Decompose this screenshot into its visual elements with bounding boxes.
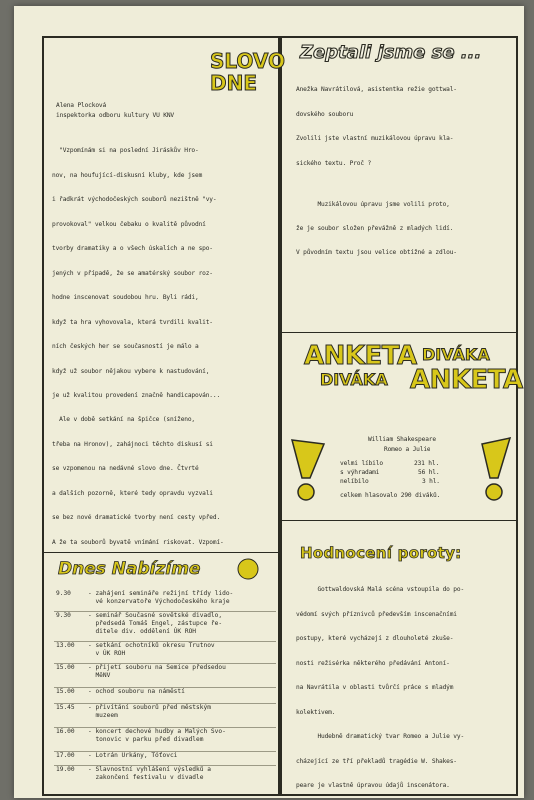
interview-line: dovského souboru [296,110,354,118]
right-section-rule [280,332,518,333]
article-line: i řadkrát východočeských souborů nezištně "vy- [52,196,217,204]
vote-value: 231 hl. [414,460,440,467]
article-line: Ale v době setkání na špičce (sníženo, [52,416,196,424]
schedule-separator [54,663,276,664]
schedule-heading: Dnes Nabízíme [58,559,201,579]
schedule-time: 15.45 [56,704,75,711]
schedule-separator [54,611,276,612]
interview-text [296,70,514,274]
schedule-time: 9.30 [56,590,71,597]
author-title: inspektorka odboru kultury VÚ KNV [56,112,174,119]
play-author: William Shakespeare [368,436,436,443]
interview-line: sického textu. Proč ? [296,159,372,167]
review-line: postupy, které vycházejí z dlouholeté zkuše- [296,635,454,643]
article-line: se vzpomenou na nedávné slovo dne. Čtvrté [52,465,199,473]
interview-line: V původním textu jsou velice obtížné a zdlou- [296,249,457,257]
vote-value: 56 hl. [418,469,440,476]
schedule-time: 9.30 [56,612,71,619]
exclamation-right-icon [472,434,516,504]
review-heading: Hodnocení poroty: [300,544,462,562]
schedule-event: - zahájení semináře režijní třídy lido- vé konzervatoře Východočeského kraje [88,590,234,605]
schedule-item [56,752,276,766]
article-text [52,131,276,547]
vote-label: nelíbilo [340,478,369,485]
review-line: cházející ze tří překladů tragédie W. Shakes- [296,757,457,765]
schedule-item [56,642,276,664]
schedule-event: - přivítání souborů před městským muzeem [88,704,211,719]
vote-total: celkem hlasovalo 290 diváků. [340,492,441,499]
schedule-event: - přijetí souboru na Semice předsedou MěNV [88,664,226,679]
schedule-time: 16.00 [56,728,75,735]
schedule-item [56,704,276,728]
review-line: nosti režisérka některého předávání Antoní- [296,659,450,667]
review-text [296,570,514,792]
schedule-item [56,664,276,688]
schedule-event: - ochod souboru na náměstí [88,688,185,695]
review-line: védomí svých příznivců především inscenačními [296,610,457,618]
schedule-item [56,766,276,786]
vote-value: 3 hl. [422,478,440,485]
schedule-time: 15.00 [56,664,75,671]
schedule-separator [54,765,276,766]
article-line: "Vzpomínám si na poslední Jiráskův Hro- [52,147,199,155]
slovo-dne-heading: SLOVO DNE [210,49,286,95]
schedule-separator [54,641,276,642]
article-line: nov, na houfující-diskusní kluby, kde jsem [52,171,203,179]
interview-line: Anežka Navrátilová, asistentka režie gottwal- [296,86,457,94]
article-line: jených v případě, že se amatérský soubor roz- [52,269,213,277]
article-line: tvorby dramatiky a o všech úskalích a ne spo- [52,245,213,253]
author-name: Alena Plocková [56,102,107,109]
article-line: a dalších pozorně, které tedy opravdu vyzvali [52,489,213,497]
schedule-event: - seminář Současné sovětské divadlo, předsedá Tomáš Engel, zástupce ře- ditele div. oddělení ÚK ROH [88,612,223,635]
article-line: A že ta souborů byvatě vnímání riskovat. Vzpomí- [52,538,224,546]
review-line: kolektivem. [296,708,336,716]
schedule-event: - koncert dechové hudby a Malých Svo- tonovic v parku před divadlem [88,728,226,743]
interview-line: Muzikálovou úpravu jsme volili proto, [296,200,450,208]
interview-line: že je soubor složen převážně z mladých lidí. [296,224,454,232]
article-line: provokoval" velkou čebaku o kvalitě původní [52,220,206,228]
article-line: je už kvalitou provedení značně handicapován... [52,392,221,399]
schedule-time: 13.00 [56,642,75,649]
schedule-item [56,688,276,704]
review-line: na Navrátila v oblasti tvůrčí práce s mladým [296,684,454,692]
schedule-item [56,590,276,612]
anketa-word-big-right: ANKETA [410,365,523,395]
anketa-word-small-left: DIVÁKA [320,370,388,389]
vote-label: velmi líbilo [340,460,383,467]
article-line: když ta hra vyhovovala, která tvrdili kvalit- [52,318,213,326]
schedule-separator [54,727,276,728]
schedule-time: 19.00 [56,766,75,773]
schedule-item [56,612,276,642]
schedule-separator [54,703,276,704]
exclamation-left-icon [284,434,330,504]
left-section-rule [42,552,280,553]
schedule-time: 17.00 [56,752,75,759]
article-line: když už soubor nějakou vybere k nastudování, [52,367,210,375]
article-line: ních českých her se současností je málo a [52,343,199,351]
interview-heading: Zeptali jsme se ... [300,42,482,63]
schedule-item [56,728,276,752]
anketa-word-big-left: ANKETA [304,341,417,371]
newspaper-page [14,6,524,798]
right-section-rule [280,520,518,521]
article-line: se bez nové dramatické tvorby není cesty vpřed. [52,514,221,522]
review-line: peare je vlastně úpravou údajů inscenátora. [296,782,450,790]
anketa-word-small-right: DIVÁKA [422,345,490,364]
play-title: Romeo a Julie [384,446,431,453]
schedule-separator [54,751,276,752]
schedule-time: 15.00 [56,688,75,695]
review-line: Hudebně dramatický tvar Romeo a Julie vy- [296,733,465,741]
schedule-event: - setkání ochotníků okresu Trutnov v ÚK ROH [88,642,215,657]
vote-label: s výhradami [340,469,380,476]
schedule-list [56,590,276,786]
schedule-separator [54,687,276,688]
yellow-dot-icon [236,557,260,581]
article-line: hodne inscenovat soudobou hru. Byli rádi, [52,294,199,302]
review-line: Gottwaldovská Malá scéna vstoupila do po- [296,586,465,594]
schedule-event: - Lotrán Úrkány, Tóťovci [88,752,178,759]
interview-line: Zvolili jste vlastní muzikálovou úpravu kla- [296,135,454,143]
schedule-event: - Slavnostní vyhlášení výsledků a zakončení festivalu v divadle [88,766,211,781]
article-line: třeba na Hronov), zahájnoci těchto diskusí si [52,440,213,448]
